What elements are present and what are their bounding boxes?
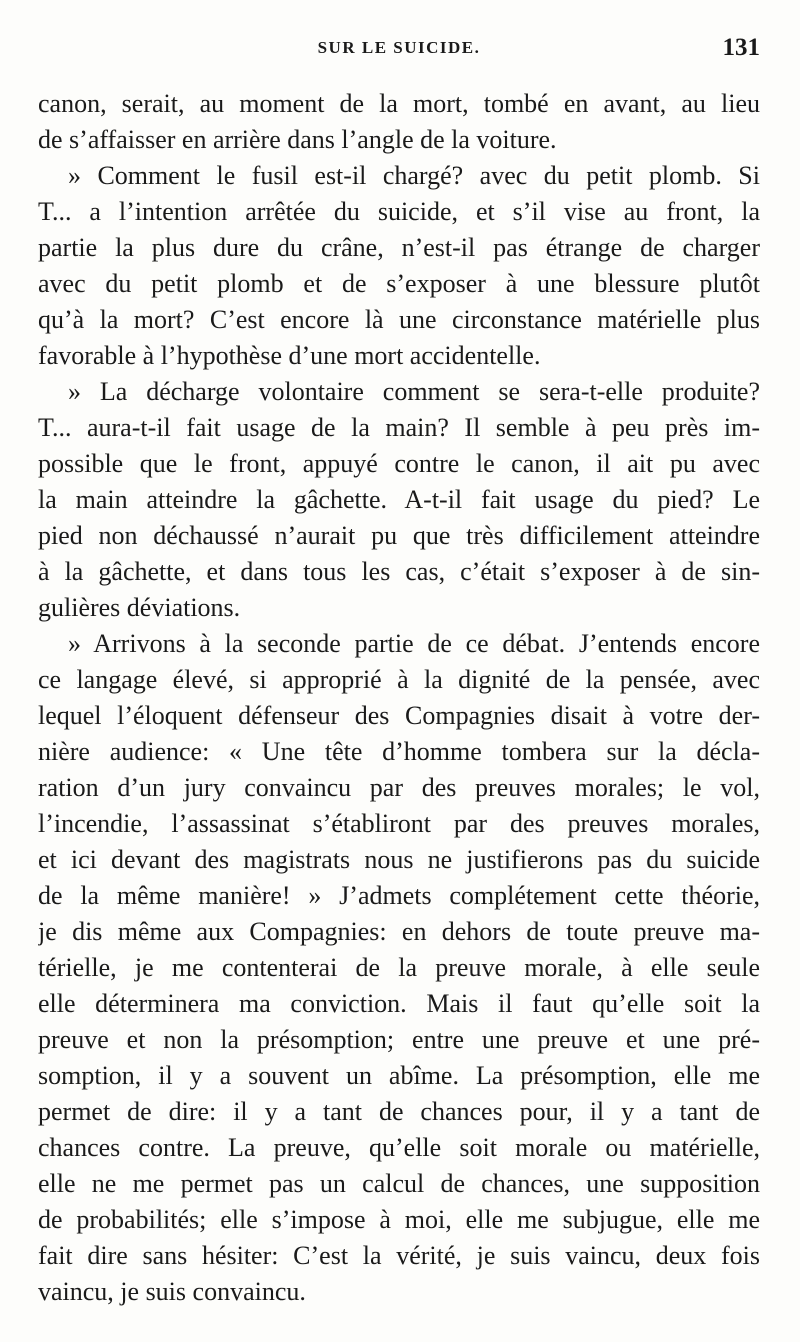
text-line: qu’à la mort? C’est encore là une circonstance matérielle plus	[38, 305, 760, 334]
page-number: 131	[722, 34, 760, 61]
running-head: SUR LE SUICIDE.	[317, 38, 481, 57]
text-line: je dis même aux Compagnies: en dehors de toute preuve ma-	[38, 917, 760, 946]
text-line: favorable à l’hypothèse d’une mort accidentelle.	[38, 341, 541, 370]
text-line: canon, serait, au moment de la mort, tombé en avant, au lieu	[38, 89, 760, 118]
text-line: elle déterminera ma conviction. Mais il faut qu’elle soit la	[38, 989, 760, 1018]
text-line: pied non déchaussé n’aurait pu que très difficilement atteindre	[38, 521, 760, 550]
text-line: lequel l’éloquent défenseur des Compagnies disait à votre der-	[38, 701, 760, 730]
text-line: fait dire sans hésiter: C’est la vérité, je suis vaincu, deux fois	[38, 1241, 760, 1270]
text-line: ration d’un jury convaincu par des preuves morales; le vol,	[38, 773, 760, 802]
text-line: nière audience: « Une tête d’homme tombera sur la décla-	[38, 737, 760, 766]
text-line: gulières déviations.	[38, 593, 241, 622]
text-line: possible que le front, appuyé contre le canon, il ait pu avec	[38, 449, 760, 478]
text-line: » Comment le fusil est-il chargé? avec du petit plomb. Si	[68, 161, 760, 190]
text-line: la main atteindre la gâchette. A-t-il fait usage du pied? Le	[38, 485, 760, 514]
text-line: chances contre. La preuve, qu’elle soit morale ou matérielle,	[38, 1133, 760, 1162]
text-line: » Arrivons à la seconde partie de ce débat. J’entends encore	[68, 629, 760, 658]
text-line: vaincu, je suis convaincu.	[38, 1277, 306, 1306]
text-line: à la gâchette, et dans tous les cas, c’était s’exposer à de sin-	[38, 557, 760, 586]
text-line: l’incendie, l’assassinat s’établiront par des preuves morales,	[38, 809, 760, 838]
text-line: T... a l’intention arrêtée du suicide, et s’il vise au front, la	[38, 197, 760, 226]
body-text	[38, 86, 760, 1310]
text-line: permet de dire: il y a tant de chances pour, il y a tant de	[38, 1097, 760, 1126]
text-line: elle ne me permet pas un calcul de chances, une supposition	[38, 1169, 760, 1198]
text-line: ce langage élevé, si approprié à la dignité de la pensée, avec	[38, 665, 760, 694]
text-line: de s’affaisser en arrière dans l’angle de la voiture.	[38, 125, 557, 154]
page-header	[38, 34, 760, 72]
text-line: de probabilités; elle s’impose à moi, elle me subjugue, elle me	[38, 1205, 760, 1234]
text-line: de la même manière! » J’admets complétement cette théorie,	[38, 881, 760, 910]
text-line: partie la plus dure du crâne, n’est-il pas étrange de charger	[38, 233, 760, 262]
text-line: avec du petit plomb et de s’exposer à une blessure plutôt	[38, 269, 760, 298]
text-line: et ici devant des magistrats nous ne justifierons pas du suicide	[38, 845, 760, 874]
text-line: T... aura-t-il fait usage de la main? Il semble à peu près im-	[38, 413, 760, 442]
text-line: » La décharge volontaire comment se sera-t-elle produite?	[68, 377, 760, 406]
text-line: preuve et non la présomption; entre une preuve et une pré-	[38, 1025, 760, 1054]
text-line: térielle, je me contenterai de la preuve morale, à elle seule	[38, 953, 760, 982]
text-line: somption, il y a souvent un abîme. La présomption, elle me	[38, 1061, 760, 1090]
